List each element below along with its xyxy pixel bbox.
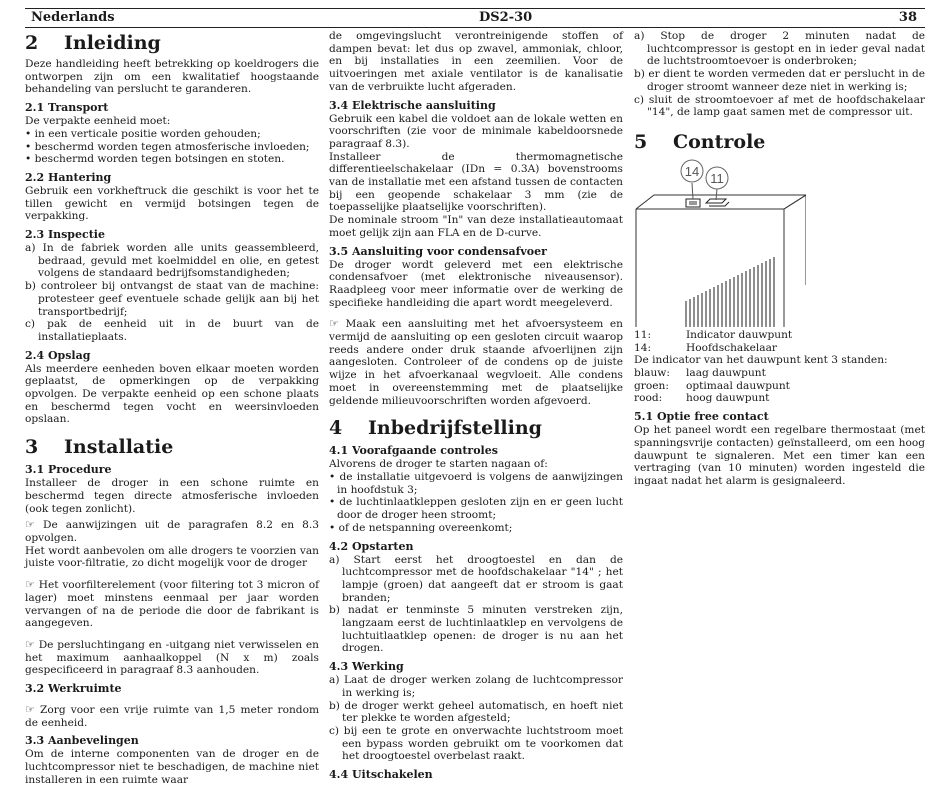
procedure-text-2: Het wordt aanbevolen om alle drogers te voorzien van juiste voor-filtratie, zo dicht mogelijk voor de droger — [25, 544, 319, 570]
list-item: • de luchtinlaatkleppen gesloten zijn en er geen lucht door de droger heen stroomt; — [329, 496, 623, 522]
list-item: b) controleer bij ontvangst de staat van de machine: protesteer geef eventuele schade gelijk aan bij het transportbedrijf; — [25, 280, 319, 318]
callout-11: 11 — [710, 170, 724, 186]
handling-text: Gebruik een vorkheftruck die geschikt is voor het te tillen gewicht en vermijd botsingen tegen de verpakking. — [25, 184, 319, 223]
list-item: c) sluit de stroomtoevoer af met de hoofdschakelaar "14", de lamp gaat samen met de compressor uit. — [634, 93, 925, 119]
electrical-text-3: De nominale stroom "In" van deze installatieautomaat moet gelijk zijn aan FLA en de D-curve. — [329, 214, 623, 239]
note: ☞ Maak een aansluiting met het afvoersysteem en vermijd de aansluiting op een gesloten circuit waarop reeds andere onder druk staande afvoerlijnen zijn aangesloten. Controleer of de condens op de juiste wijze in het afvoerkanaal wegvloeit. Alle condens moet in overeenstemming met de plaatselijke geldende milieuvoorschriften worden afgevoerd. — [329, 317, 623, 407]
callout-14: 14 — [684, 163, 700, 179]
legend-row: 11: Indicator dauwpunt — [634, 328, 793, 341]
list-item: • of de netspanning overeenkomt; — [329, 521, 513, 534]
storage-text: Als meerdere eenheden boven elkaar moeten worden geplaatst, de opmerkingen op de verpakking opvolgen. De verpakte eenheid op een schone plaats en beschermd tegen vocht en weersinvloeden opslaan. — [25, 362, 319, 426]
inspection-heading: 2.3 Inspectie — [25, 228, 105, 242]
column-1 — [25, 30, 319, 787]
list-item: • beschermd worden tegen atmosferische invloeden; — [25, 140, 310, 153]
list-item: • beschermd worden tegen botsingen en stoten. — [25, 153, 285, 166]
list-item: a) Start eerst het droogtoestel en dan de luchtcompressor met de hoofdschakelaar "14" ; het lampje (groen) dat aangeeft dat er stroom is gaat branden; — [329, 553, 623, 604]
state-row: rood: hoog dauwpunt — [634, 392, 770, 405]
operation-heading: 4.3 Werking — [329, 660, 404, 674]
pointing-hand-icon: ☞ — [25, 578, 35, 592]
transport-intro: De verpakte eenheid moet: — [25, 115, 171, 128]
section-2-heading: 2 Inleiding — [25, 32, 161, 54]
electrical-text-2: Installeer de thermomagnetische differentieelschakelaar (IDn = 0.3A) bovenstrooms van de installatie met een afstand tussen de contacten bij een geopende schakelaar 3 mm (zie de toepasselijke plaatselijke voorschriften). — [329, 150, 623, 214]
pointing-hand-icon: ☞ — [329, 317, 339, 331]
note: ☞ Het voorfilterelement (voor filtering tot 3 micron of lager) moet minstens eenmaal per jaar worden vervangen of na de periode die door de fabrikant is aangegeven. — [25, 578, 320, 630]
electrical-text-1: Gebruik een kabel die voldoet aan de lokale wetten en voorschriften (zie voor de minimale kabeldoorsnede paragraaf 8.3). — [329, 112, 623, 150]
list-item: a) Laat de droger werken zolang de luchtcompressor in werking is; — [329, 674, 623, 699]
procedure-text: Installeer de droger in een schone ruimte en beschermd tegen directe atmosferische invloeden (ook tegen zonlicht). — [25, 477, 319, 515]
section-4-heading: 4 Inbedrijfstelling — [329, 417, 542, 440]
note: ☞ De persluchtingang en -uitgang niet verwisselen en het maximum aanhaalkoppel (N x m) zoals gespecificeerd in paragraaf 8.3 aanhouden. — [25, 637, 319, 677]
continued-text: de omgevingslucht verontreinigende stoffen of dampen bevat: let dus op zwavel, ammoniak, chloor, en bij installaties in een zeemilien. Voor de uitvoeringen met axiale ventilator is de kanalisatie van de verbruikte lucht afgeraden. — [329, 30, 623, 93]
list-item: b) de droger werkt geheel automatisch, en hoeft niet ter plekke te worden afgesteld; — [329, 699, 623, 725]
note: ☞ Zorg voor een vrije ruimte van 1,5 meter rondom de eenheid. — [25, 703, 320, 729]
list-item: • in een verticale positie worden gehouden; — [25, 127, 261, 140]
transport-heading: 2.1 Transport — [25, 101, 109, 115]
condensate-text: De droger wordt geleverd met een elektrische condensafvoer (met elektronische niveausensor). Raadpleeg voor meer informatie over de werking de specifieke handleiding die apart wordt meegeleverd. — [329, 258, 623, 309]
intro-text: Deze handleiding heeft betrekking op koeldrogers die ontworpen zijn om een kwalitatief hoogstaande behandeling van perslucht te garanderen. — [25, 58, 319, 96]
handling-heading: 2.2 Hantering — [25, 170, 112, 184]
list-item: a) In de fabriek worden alle units geassembleerd, bedraad, gevuld met koelmiddel en olie, en getest volgens de standaard bedrijfsomstandigheden; — [25, 242, 319, 280]
list-item: a) Stop de droger 2 minuten nadat de luchtcompressor is gestopt en in ieder geval nadat de luchtstroomtoevoer is onderbroken; — [634, 30, 925, 68]
workspace-heading: 3.2 Werkruimte — [25, 682, 122, 696]
free-contact-text: Op het paneel wordt een regelbare thermostaat (met spanningsvrije contacten) geïnstalleerd, om een hoog dauwpunt te signaleren. Met een timer kan een vertraging (van 10 minuten) worden ingesteld die ingaat nadat het alarm is gesignaleerd. — [634, 424, 925, 487]
free-contact-heading: 5.1 Optie free contact — [634, 410, 769, 424]
column-3 — [634, 30, 925, 488]
column-2 — [329, 30, 623, 782]
recommendations-heading: 3.3 Aanbevelingen — [25, 734, 139, 748]
section-5-heading: 5 Controle — [634, 130, 766, 153]
pointing-hand-icon: ☞ — [25, 518, 35, 532]
model-label: DS2-30 — [479, 10, 533, 25]
dryer-illustration — [634, 157, 806, 327]
legend-row: 14: Hoofdschakelaar — [634, 341, 777, 354]
list-item: b) nadat er tenminste 5 minuten verstreken zijn, langzaam eerst de luchtinlaatklep en vervolgens de luchtuitlaatklep openen: de droger is nu aan het drogen. — [329, 604, 623, 655]
list-item: c) bij een te grote en onverwachte luchtstroom moet een bypass worden gebruikt om te voorkomen dat het droogtoestel overbelast raakt. — [329, 724, 623, 763]
indicator-intro: De indicator van het dauwpunt kent 3 standen: — [634, 354, 888, 367]
condensate-heading: 3.5 Aansluiting voor condensafvoer — [329, 244, 547, 258]
page-header — [25, 8, 925, 28]
pointing-hand-icon: ☞ — [25, 703, 35, 717]
state-row: groen: optimaal dauwpunt — [634, 379, 790, 392]
list-item: • de installatie uitgevoerd is volgens de aanwijzingen in hoofdstuk 3; — [329, 470, 623, 496]
list-item: b) er dient te worden vermeden dat er perslucht in de droger stroomt wanneer deze niet in werking is; — [634, 68, 925, 93]
startup-heading: 4.2 Opstarten — [329, 539, 414, 553]
section-3-heading: 3 Installatie — [25, 436, 174, 459]
checks-heading: 4.1 Voorafgaande controles — [329, 444, 498, 458]
storage-heading: 2.4 Opslag — [25, 348, 91, 362]
shutdown-heading: 4.4 Uitschakelen — [329, 768, 433, 782]
pointing-hand-icon: ☞ — [25, 637, 35, 651]
language-label: Nederlands — [31, 10, 115, 25]
state-row: blauw: laag dauwpunt — [634, 367, 766, 380]
list-item: c) pak de eenheid uit in de buurt van de installatieplaats. — [25, 318, 319, 343]
recommendations-text: Om de interne componenten van de droger en de luchtcompressor niet te beschadigen, de machine niet installeren in een ruimte waar — [25, 748, 319, 786]
note: ☞ De aanwijzingen uit de paragrafen 8.2 en 8.3 opvolgen. — [25, 518, 320, 544]
electrical-heading: 3.4 Elektrische aansluiting — [329, 98, 496, 112]
dryer-panel-figure — [634, 157, 806, 327]
procedure-heading: 3.1 Procedure — [25, 463, 112, 477]
page-number: 38 — [898, 10, 917, 25]
checks-intro: Alvorens de droger te starten nagaan of: — [329, 458, 548, 471]
